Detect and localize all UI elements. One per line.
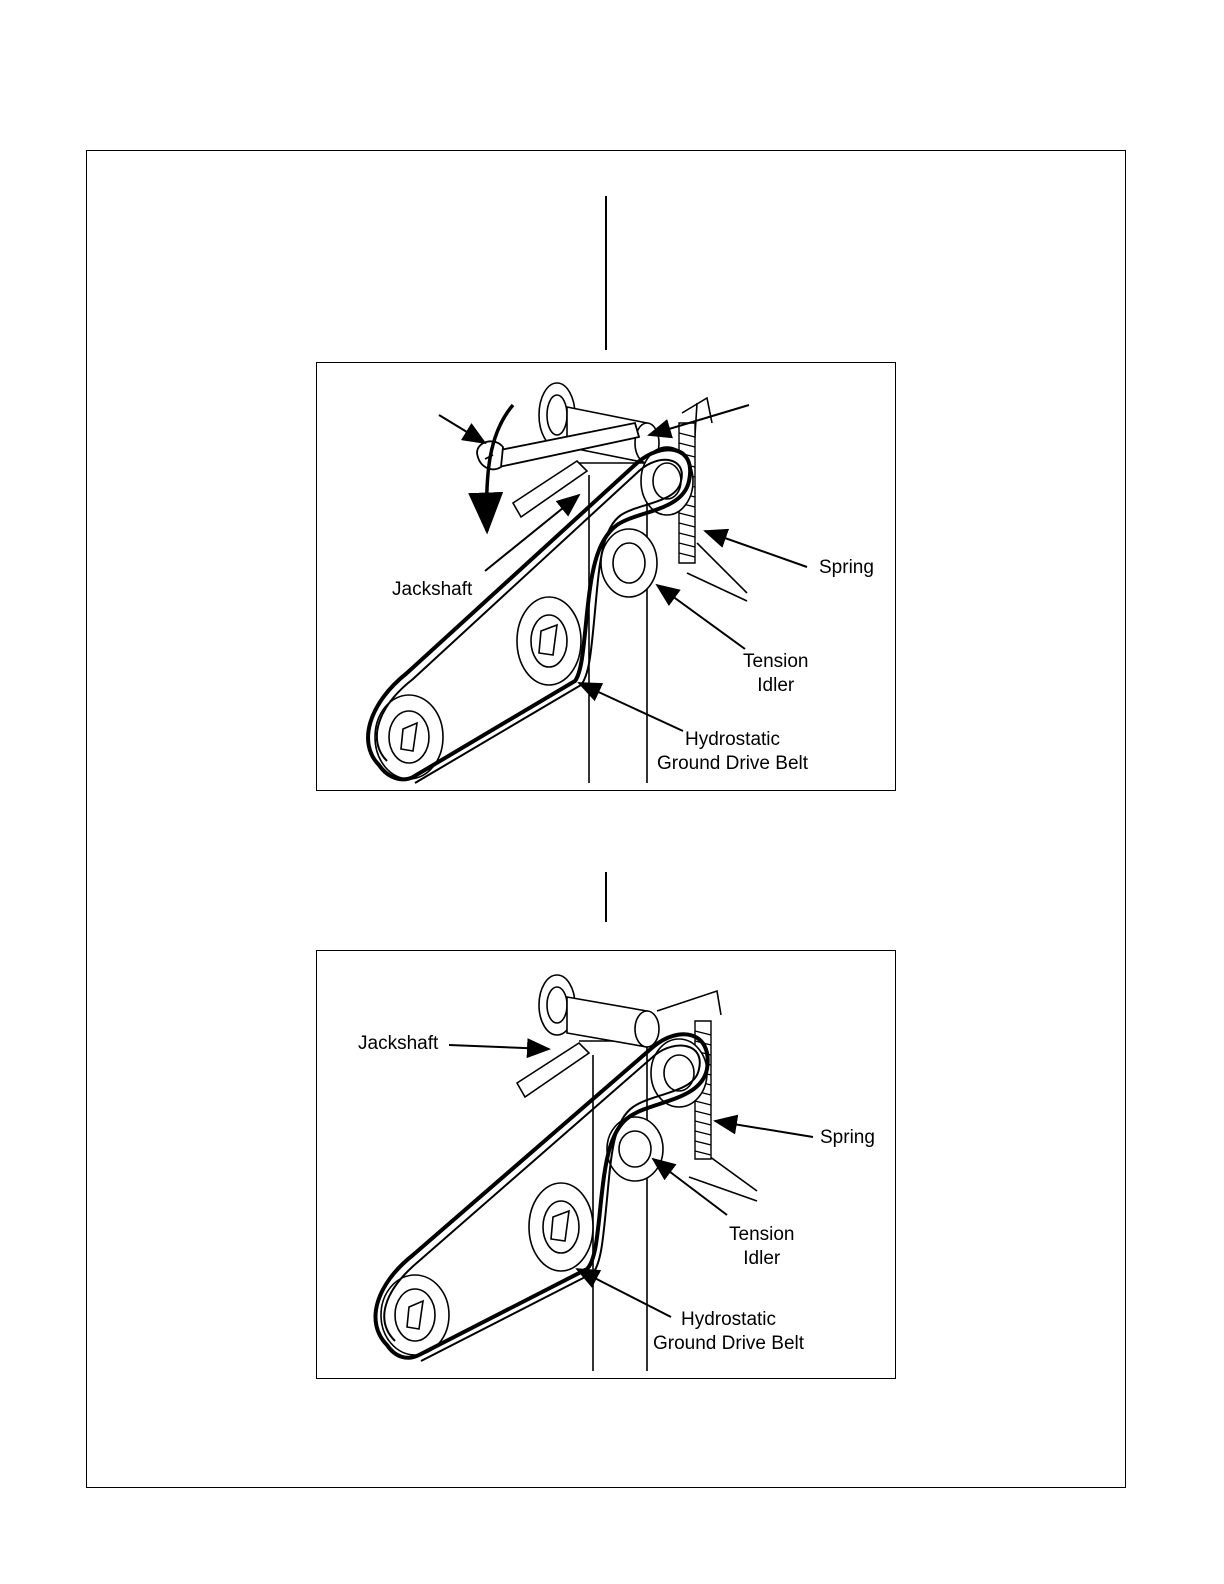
tension-idler-label-line2: Idler bbox=[757, 675, 795, 696]
tension-idler-label-line1: Tension bbox=[743, 651, 809, 672]
middle-pulley bbox=[517, 597, 581, 685]
jackshaft-pulley bbox=[539, 975, 659, 1047]
lever-arm bbox=[517, 1043, 589, 1097]
jackshaft-label: Jackshaft bbox=[392, 579, 473, 600]
divider-line-top bbox=[605, 196, 607, 350]
spring-label: Spring bbox=[820, 1127, 875, 1148]
belt-illustration-bottom bbox=[317, 951, 897, 1380]
tension-idler-label bbox=[729, 1223, 795, 1271]
tension-idler-pulley bbox=[601, 529, 657, 597]
belt-label-line1: Hydrostatic bbox=[684, 729, 781, 750]
tension-idler-label-line1: Tension bbox=[729, 1224, 795, 1245]
tension-idler-pulley bbox=[607, 1117, 663, 1181]
tension-idler-label-line2: Idler bbox=[743, 1248, 781, 1269]
belt-label bbox=[653, 1308, 804, 1356]
belt-label-line1: Hydrostatic bbox=[680, 1309, 777, 1330]
belt-label-line2: Ground Drive Belt bbox=[657, 753, 809, 774]
lever-arm bbox=[513, 461, 587, 517]
middle-pulley bbox=[529, 1183, 593, 1271]
divider-line-middle bbox=[605, 872, 607, 922]
tension-idler-label bbox=[743, 650, 809, 698]
spring-label: Spring bbox=[819, 557, 874, 578]
jackshaft-label: Jackshaft bbox=[358, 1033, 439, 1054]
belt-diagram-bottom bbox=[316, 950, 896, 1379]
belt-label-line2: Ground Drive Belt bbox=[653, 1333, 805, 1354]
belt-label bbox=[657, 728, 808, 776]
belt-diagram-top bbox=[316, 362, 896, 791]
